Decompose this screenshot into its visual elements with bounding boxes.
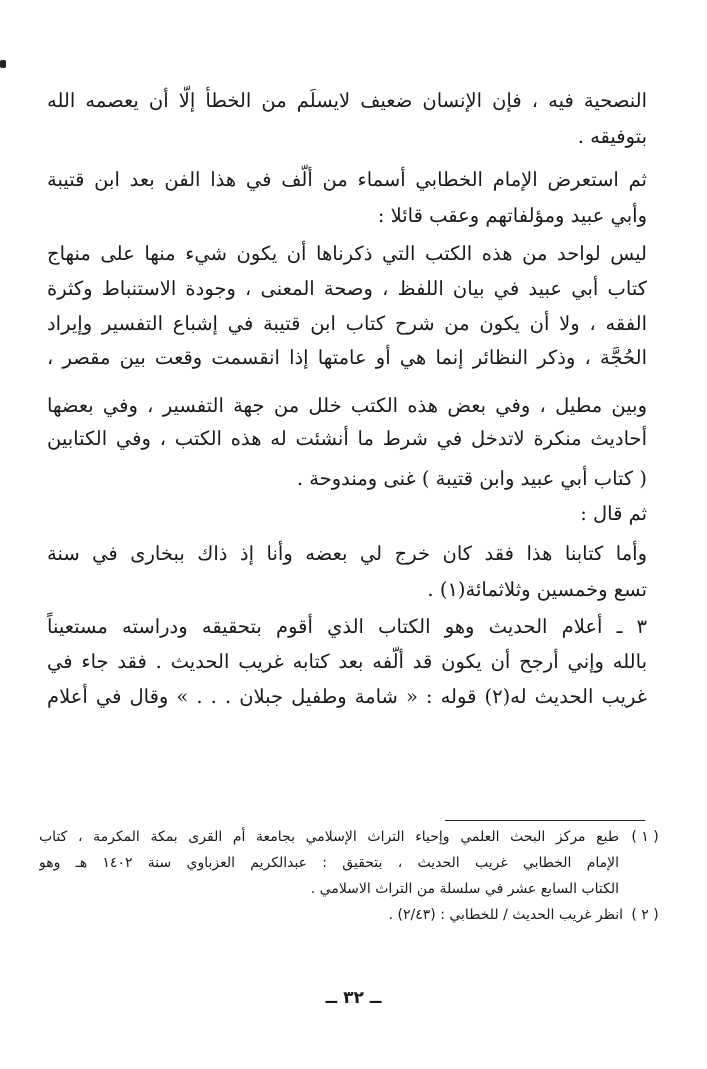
footnote-2-text: انظر غريب الحديث / للخطابي : (٢/٤٣) . [388,907,623,923]
footnote-1-line: الكتاب السابع عشر في سلسلة من التراث الاسلامي . [310,881,619,897]
margin-mark [0,60,6,68]
footnote-separator [445,820,645,821]
footnote-1-number: ( ١ ) [631,829,659,845]
body-line: الحُجَّة ، وذكر النظائر إنما هي أو عامتها إذا انقسمت وقعت بين مقصر ، [47,346,647,369]
body-line: ثم قال : [580,502,647,525]
footnote-2-number: ( ٢ ) [631,907,659,923]
body-line: ( كتاب أبي عبيد وابن قتيبة ) غنى ومندوحة . [296,467,647,490]
body-line: وبين مطيل ، وفي بعض هذه الكتب خلل من جهة التفسير ، وفي بعضها [47,394,647,417]
footnote-1-line: طبع مركز البحث العلمي وإحياء التراث الإسلامي بجامعة أم القرى بمكة المكرمة ، كتاب [39,829,619,845]
footnote-2 [37,904,667,926]
body-line: كتاب أبي عبيد في بيان اللفظ ، وصحة المعنى ، وجودة الاستنباط وكثرة [47,277,647,300]
body-line: ٣ ـ أعلام الحديث وهو الكتاب الذي أقوم بتحقيقه ودراسته مستعيناً [47,615,647,638]
body-line: ليس لواحد من هذه الكتب التي ذكرناها أن يكون شيء منها على منهاج [47,242,647,265]
body-line: بالله وإني أرجح أن يكون قد ألّفه بعد كتابه غريب الحديث . فقد جاء في [47,650,647,673]
body-line: النصحية فيه ، فإن الإنسان ضعيف لايسلَم من الخطأ إلّا أن يعصمه الله [47,89,647,112]
body-line: تسع وخمسين وثلاثمائة(١) . [427,578,647,601]
page-number: ــ ٣٢ ــ [325,988,382,1008]
body-line: وأبي عبيد ومؤلفاتهم وعقب قائلا : [377,204,647,227]
body-line: بتوفيقه . [577,125,647,148]
body-line: غريب الحديث له(٢) قوله : « شامة وطفيل جبلان . . . » وقال في أعلام [47,685,647,708]
body-line: ثم استعرض الإمام الخطابي أسماء من ألّف في هذا الفن بعد ابن قتيبة [47,168,647,191]
body-line: أحاديث منكرة لاتدخل في شرط ما أنشئت له هذه الكتب ، وفي الكتابين [47,427,647,450]
body-line: وأما كتابنا هذا فقد كان خرج لي بعضه وأنا إذ ذاك ببخارى في سنة [47,542,647,565]
body-line: الفقه ، ولا أن يكون من شرح كتاب ابن قتيبة في إشباع التفسير وإيراد [47,312,647,335]
footnote-1-line: الإمام الخطابي غريب الحديث ، بتحقيق : عبدالكريم العزباوي سنة ١٤٠٢ هـ وهو [39,855,619,871]
